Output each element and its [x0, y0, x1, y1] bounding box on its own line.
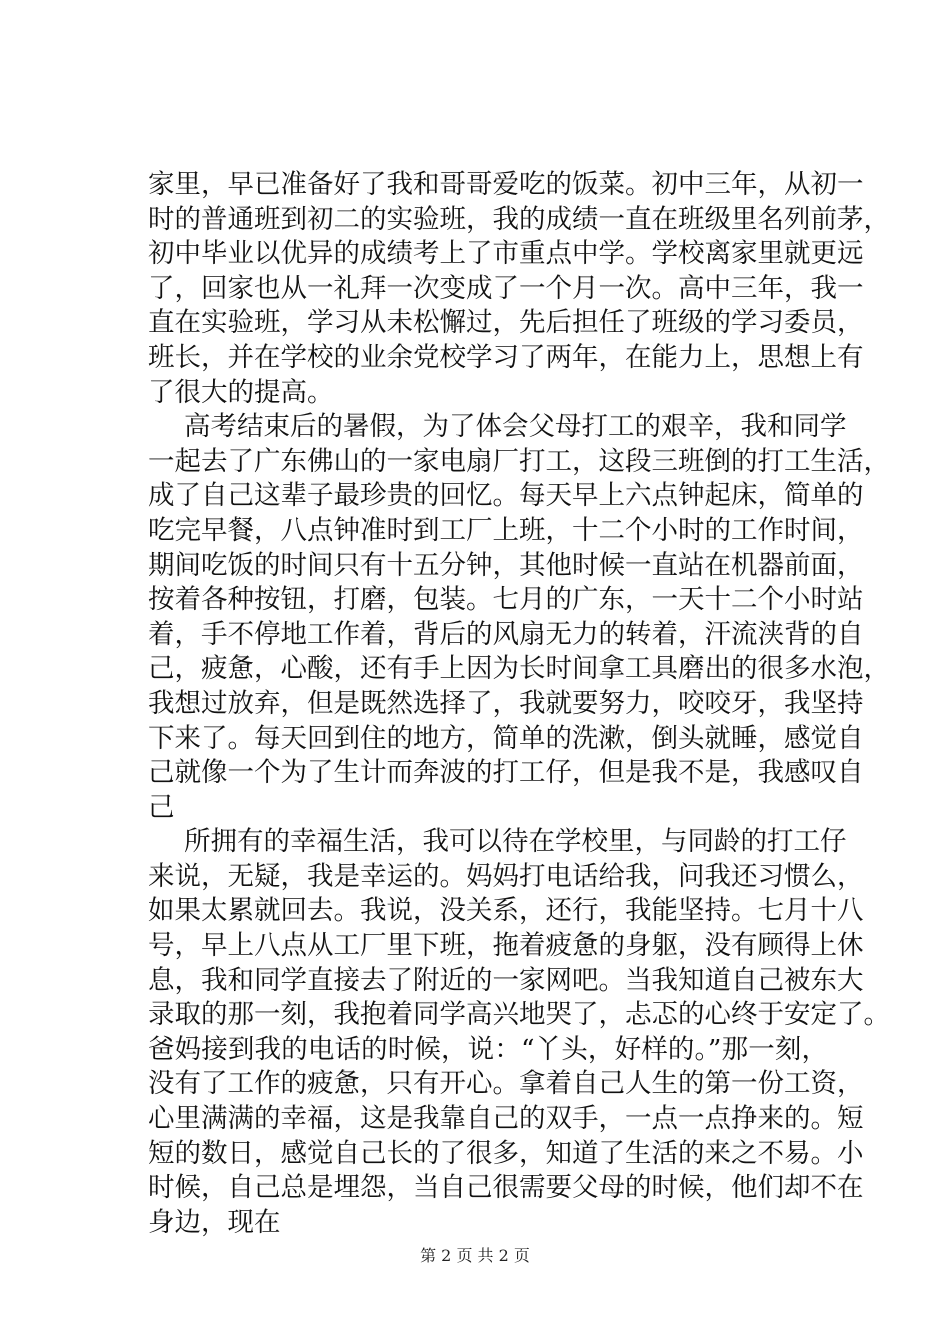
text-line: 高考结束后的暑假，为了体会父母打工的艰辛，我和同学	[184, 411, 847, 443]
text-line: 号，早上八点从工厂里下班，拖着疲惫的身躯，没有顾得上休	[148, 930, 864, 962]
text-line: 己，疲惫，心酸，还有手上因为长时间拿工具磨出的很多水泡，	[148, 653, 890, 685]
text-line: 时的普通班到初二的实验班，我的成绩一直在班级里名列前茅，	[148, 203, 890, 235]
text-line: 心里满满的幸福，这是我靠自己的双手，一点一点挣来的。短	[148, 1103, 864, 1135]
text-line: 按着各种按钮，打磨，包装。七月的广东，一天十二个小时站	[148, 584, 864, 616]
text-line: 录取的那一刻，我抱着同学高兴地哭了，忐忑的心终于安定了。	[148, 999, 890, 1031]
text-line: 息，我和同学直接去了附近的一家网吧。当我知道自己被东大	[148, 964, 864, 996]
text-line: 如果太累就回去。我说，没关系，还行，我能坚持。七月十八	[148, 895, 864, 927]
text-line: 了，回家也从一礼拜一次变成了一个月一次。高中三年，我一	[148, 272, 864, 304]
paragraph-3	[148, 825, 890, 1240]
paragraph-2	[148, 410, 890, 825]
paragraph-1	[148, 168, 890, 410]
text-line: 己	[148, 791, 175, 823]
text-line: 吃完早餐，八点钟准时到工厂上班，十二个小时的工作时间，	[148, 514, 864, 546]
text-line: 着，手不停地工作着，背后的风扇无力的转着，汗流浃背的自	[148, 618, 864, 650]
text-line: 来说，无疑，我是幸运的。妈妈打电话给我，问我还习惯么，	[148, 860, 864, 892]
text-line: 班长，并在学校的业余党校学习了两年，在能力上，思想上有	[148, 341, 864, 373]
text-line: 所拥有的幸福生活，我可以待在学校里，与同龄的打工仔	[184, 826, 847, 858]
text-line: 身边，现在	[148, 1206, 281, 1238]
text-line: 直在实验班，学习从未松懈过，先后担任了班级的学习委员，	[148, 307, 864, 339]
text-line: 成了自己这辈子最珍贵的回忆。每天早上六点钟起床，简单的	[148, 480, 864, 512]
text-line: 下来了。每天回到住的地方，简单的洗漱，倒头就睡，感觉自	[148, 722, 864, 754]
text-line: 己就像一个为了生计而奔波的打工仔，但是我不是，我感叹自	[148, 757, 864, 789]
text-line: 一起去了广东佛山的一家电扇厂打工，这段三班倒的打工生活，	[148, 445, 890, 477]
text-line: 了很大的提高。	[148, 376, 334, 408]
page-number-footer: 第 2 页 共 2 页	[420, 1246, 530, 1265]
text-line: 时候，自己总是埋怨，当自己很需要父母的时候，他们却不在	[148, 1172, 864, 1204]
text-line: 期间吃饭的时间只有十五分钟，其他时候一直站在机器前面，	[148, 549, 864, 581]
text-line: 家里，早已准备好了我和哥哥爱吃的饭菜。初中三年，从初一	[148, 169, 864, 200]
text-line: 没有了工作的疲惫，只有开心。拿着自己人生的第一份工资，	[148, 1068, 864, 1100]
text-line: 我想过放弃，但是既然选择了，我就要努力，咬咬牙，我坚持	[148, 687, 864, 719]
text-line: 爸妈接到我的电话的时候，说：“丫头，好样的。”那一刻，	[148, 1033, 828, 1065]
text-line: 短的数日，感觉自己长的了很多，知道了生活的来之不易。小	[148, 1137, 864, 1169]
text-line: 初中毕业以优异的成绩考上了市重点中学。学校离家里就更远	[148, 238, 864, 270]
body-text	[148, 168, 890, 1240]
